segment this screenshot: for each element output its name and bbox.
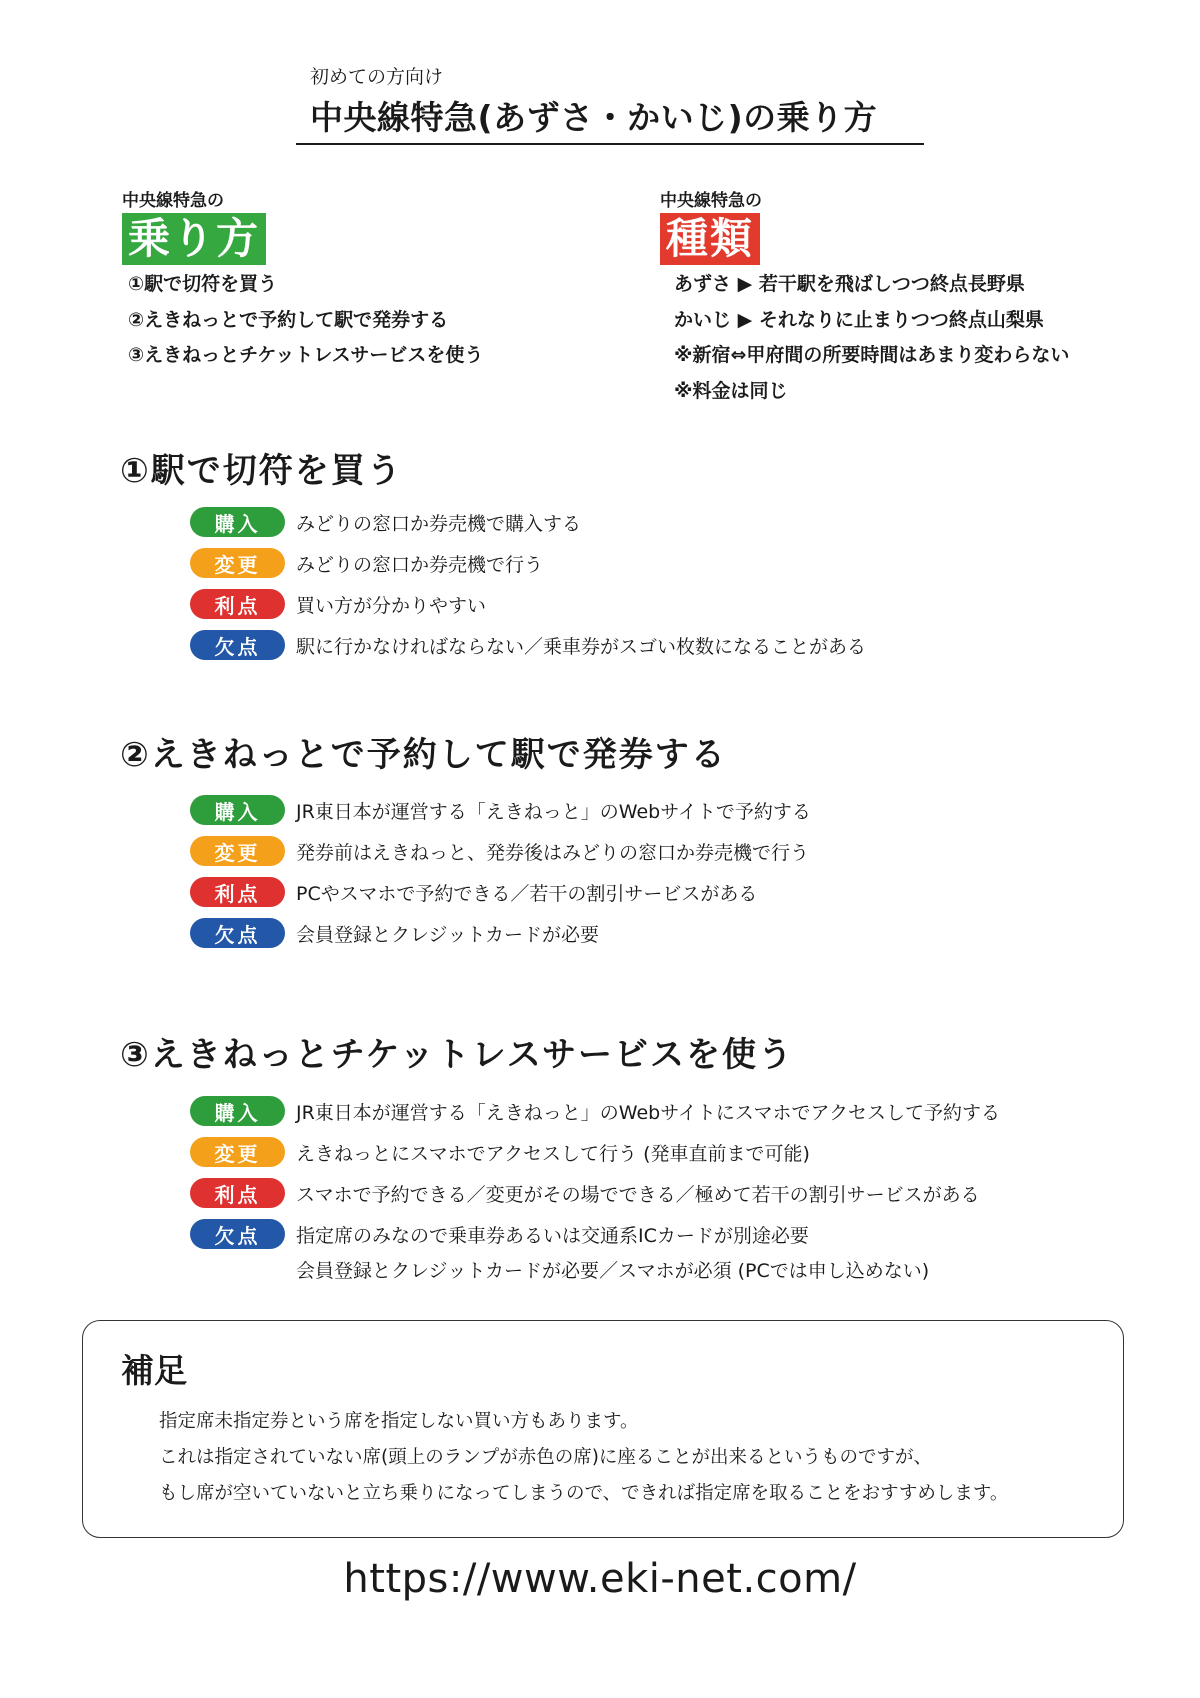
- overview-how-list: [128, 267, 483, 374]
- note-title: 補足: [121, 1351, 187, 1390]
- buy-badge: 購入: [190, 1096, 285, 1126]
- overview-types: [660, 186, 1069, 409]
- section-heading-2: ②えきねっとで予約して駅で発券する: [120, 735, 727, 775]
- change-badge: 変更: [190, 836, 285, 866]
- overview-types-list: [674, 267, 1069, 409]
- overview-how: [122, 186, 483, 374]
- overview-types-label: 種類: [660, 213, 760, 265]
- list-item: ※料金は同じ: [674, 379, 788, 402]
- section-heading-1: ①駅で切符を買う: [120, 451, 403, 491]
- section-3-change-row: [190, 1137, 810, 1167]
- section-3-merit-text: スマホで予約できる／変更がその場でできる／極めて若干の割引サービスがある: [296, 1183, 980, 1206]
- note-box: [82, 1320, 1124, 1538]
- list-item: ※新宿⇔甲府間の所要時間はあまり変わらない: [674, 344, 1070, 366]
- note-line-1: 指定席未指定券という席を指定しない買い方もあります。: [159, 1411, 639, 1432]
- overview-how-prefix: 中央線特急の: [122, 191, 224, 211]
- section-heading-3: ③えきねっとチケットレスサービスを使う: [120, 1035, 795, 1075]
- list-item: あずさ ▶ 若干駅を飛ばしつつ終点長野県: [674, 273, 1025, 295]
- section-3-demerit-text: 指定席のみなので乗車券あるいは交通系ICカードが別途必要: [296, 1224, 809, 1247]
- change-badge: 変更: [190, 1137, 285, 1167]
- demerit-badge: 欠点: [190, 918, 285, 948]
- section-3-change-text: えきねっとにスマホでアクセスして行う (発車直前まで可能): [296, 1142, 810, 1165]
- buy-badge: 購入: [190, 507, 285, 537]
- section-1-merit-row: [190, 589, 486, 619]
- change-badge: 変更: [190, 548, 285, 578]
- merit-badge: 利点: [190, 877, 285, 907]
- page-subtitle: 初めての方向け: [310, 66, 444, 88]
- buy-badge: 購入: [190, 795, 285, 825]
- list-item: ②えきねっとで予約して駅で発券する: [128, 308, 449, 331]
- section-2-demerit-row: [190, 918, 599, 948]
- page-title: 中央線特急(あずさ・かいじ)の乗り方: [296, 92, 924, 145]
- demerit-badge: 欠点: [190, 630, 285, 660]
- list-item: ①駅で切符を買う: [128, 273, 278, 295]
- section-1-merit-text: 買い方が分かりやすい: [296, 594, 487, 617]
- note-line-2: これは指定されていない席(頭上のランプが赤色の席)に座ることが出来るというものですが、: [159, 1447, 932, 1468]
- list-item: ③えきねっとチケットレスサービスを使う: [128, 344, 484, 366]
- section-3-demerit-text-2: 会員登録とクレジットカードが必要／スマホが必須 (PCでは申し込めない): [296, 1260, 930, 1282]
- section-1-change-row: [190, 548, 543, 578]
- section-1-buy-text: みどりの窓口か券売機で購入する: [296, 512, 582, 535]
- note-line-3: もし席が空いていないと立ち乗りになってしまうので、できれば指定席を取ることをおすすめします。: [159, 1483, 1009, 1504]
- section-3-merit-row: [190, 1178, 980, 1208]
- overview-types-prefix: 中央線特急の: [660, 191, 762, 211]
- section-3-demerit-row: [190, 1219, 809, 1249]
- merit-badge: 利点: [190, 589, 285, 619]
- section-2-change-text: 発券前はえきねっと、発券後はみどりの窓口か券売機で行う: [296, 841, 810, 864]
- section-2-merit-text: PCやスマホで予約できる／若干の割引サービスがある: [296, 882, 758, 905]
- section-1-change-text: みどりの窓口か券売機で行う: [296, 553, 544, 576]
- section-1-buy-row: [190, 507, 581, 537]
- section-2-merit-row: [190, 877, 757, 907]
- merit-badge: 利点: [190, 1178, 285, 1208]
- section-1-demerit-row: [190, 630, 866, 660]
- section-2-change-row: [190, 836, 809, 866]
- section-2-buy-text: JR東日本が運営する「えきねっと」のWebサイトで予約する: [296, 800, 811, 823]
- list-item: かいじ ▶ それなりに止まりつつ終点山梨県: [674, 308, 1044, 331]
- section-2-buy-row: [190, 795, 811, 825]
- overview-how-label: 乗り方: [122, 213, 266, 265]
- demerit-badge: 欠点: [190, 1219, 285, 1249]
- section-3-buy-text: JR東日本が運営する「えきねっと」のWebサイトにスマホでアクセスして予約する: [296, 1101, 1000, 1124]
- section-2-demerit-text: 会員登録とクレジットカードが必要: [296, 923, 599, 946]
- footer-url: https://www.eki-net.com/: [343, 1556, 857, 1602]
- section-1-demerit-text: 駅に行かなければならない／乗車券がスゴい枚数になることがある: [296, 635, 867, 658]
- section-3-buy-row: [190, 1096, 1000, 1126]
